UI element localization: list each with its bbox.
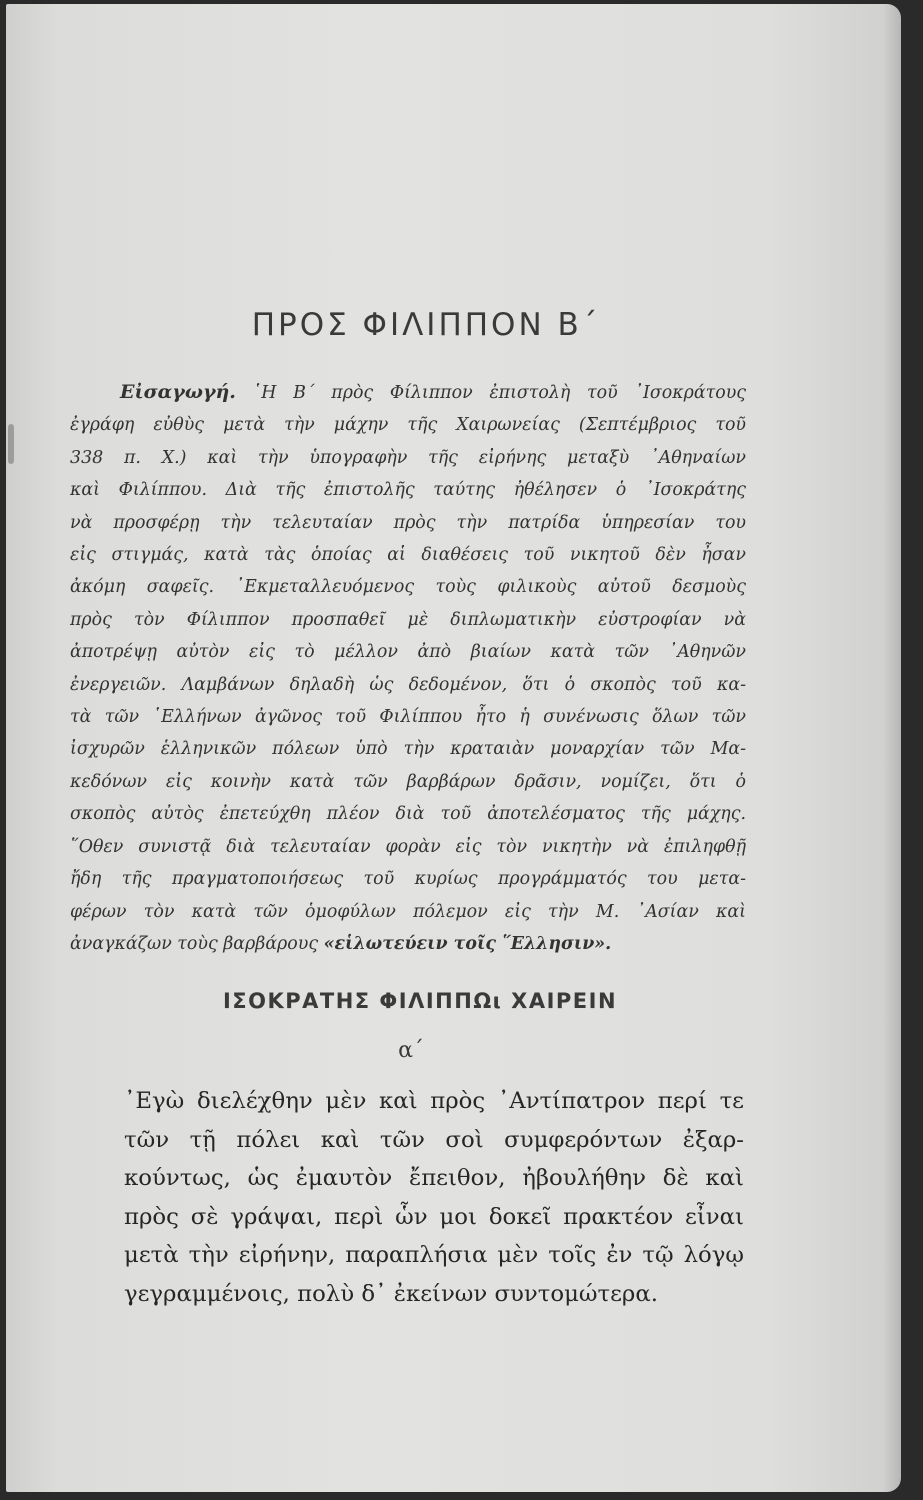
- intro-line: ἀποτρέψῃ αὐτὸν εἰς τὸ μέλλον ἀπὸ βιαίων κατὰ τῶν ᾿Αθηνῶν: [70, 642, 746, 663]
- intro-line: ἰσχυρῶν ἑλληνικῶν πόλεων ὑπὸ τὴν κραταιὰν μοναρχίαν τῶν Μα-: [70, 739, 746, 760]
- intro-line: σκοπὸς αὐτὸς ἐπετεύχθη πλέον διὰ τοῦ ἀποτελέσματος τῆς μάχης.: [70, 804, 746, 825]
- page-edge-shadow: [883, 4, 901, 1492]
- intro-quote: «εἱλωτεύειν τοῖς ῞Ελλησιν».: [323, 933, 612, 954]
- intro-line: καὶ Φιλίππου. Διὰ τῆς ἐπιστολῆς ταύτης ἠθέλησεν ὁ ᾿Ισοκράτης: [70, 480, 746, 501]
- ink-smudge: [8, 424, 14, 464]
- intro-lead-word: Εἰσαγωγή.: [120, 381, 236, 403]
- intro-line: ῞Οθεν συνιστᾷ διὰ τελευταίαν φορὰν εἰς τὸν νικητὴν νὰ ἐπιληφθῇ: [70, 836, 746, 857]
- introduction-paragraph: [70, 376, 746, 960]
- intro-line: 338 π. Χ.) καὶ τὴν ὑπογραφὴν τῆς εἰρήνης μεταξὺ ᾿Αθηναίων: [70, 447, 746, 468]
- intro-line: νὰ προσφέρῃ τὴν τελευταίαν πρὸς τὴν πατρίδα ὑπηρεσίαν του: [70, 512, 746, 533]
- book-page: [6, 4, 901, 1492]
- section-number: α΄: [398, 1038, 424, 1063]
- intro-line: Εἰσαγωγή. ῾Η Β΄ πρὸς Φίλιππον ἐπιστολὴ τοῦ ᾿Ισοκράτους: [70, 376, 746, 409]
- main-line: κούντως, ὡς ἐμαυτὸν ἔπειθον, ἠβουλήθην δὲ καὶ: [124, 1165, 744, 1192]
- intro-line: πρὸς τὸν Φίλιππον προσπαθεῖ μὲ διπλωματικὴν εὐστροφίαν νὰ: [70, 609, 746, 630]
- main-line: τῶν τῇ πόλει καὶ τῶν σοὶ συμφερόντων ἐξαρ-: [124, 1126, 744, 1153]
- intro-line: ἤδη τῆς πραγματοποιήσεως τοῦ κυρίως προγράμματός του μετα-: [70, 869, 746, 890]
- main-line: μετὰ τὴν εἰρήνην, παραπλήσια μὲν τοῖς ἐν τῷ λόγῳ: [124, 1242, 744, 1269]
- intro-line: ἐνεργειῶν. Λαμβάνων δηλαδὴ ὡς δεδομένον, ὅτι ὁ σκοπὸς τοῦ κα-: [70, 674, 746, 695]
- letter-heading: ΙΣΟΚΡΑΤΗΣ ΦΙΛΙΠΠΩι ΧΑΙΡΕΙΝ: [222, 989, 618, 1013]
- intro-line: ἀκόμη σαφεῖς. ᾿Εκμεταλλευόμενος τοὺς φιλικοὺς αὐτοῦ δεσμοὺς: [70, 577, 746, 598]
- main-line: ᾿Εγὼ διελέχθην μὲν καὶ πρὸς ᾿Αντίπατρον περί τε: [124, 1088, 744, 1114]
- intro-line: εἰς στιγμάς, κατὰ τὰς ὁποίας αἱ διαθέσεις τοῦ νικητοῦ δὲν ἦσαν: [70, 545, 746, 566]
- page-title: ΠΡΟΣ ΦΙΛΙΠΠΟΝ Β΄: [251, 307, 601, 343]
- main-line: πρὸς σὲ γράψαι, περὶ ὧν μοι δοκεῖ πρακτέον εἶναι: [124, 1203, 744, 1230]
- intro-line: τὰ τῶν ῾Ελλήνων ἀγῶνος τοῦ Φιλίππου ἦτο ἡ συνένωσις ὅλων τῶν: [70, 707, 746, 728]
- intro-line: κεδόνων εἰς κοινὴν κατὰ τῶν βαρβάρων δρᾶσιν, νομίζει, ὅτι ὁ: [70, 771, 746, 792]
- main-line: γεγραμμένοις, πολὺ δ᾿ ἐκείνων συντομώτερα.: [124, 1280, 658, 1307]
- intro-line: ἐγράφη εὐθὺς μετὰ τὴν μάχην τῆς Χαιρωνείας (Σεπτέμβριος τοῦ: [70, 415, 746, 436]
- intro-line: φέρων τὸν κατὰ τῶν ὁμοφύλων πόλεμον εἰς τὴν Μ. ᾿Ασίαν καὶ: [70, 901, 746, 922]
- intro-last-line: ἀναγκάζων τοὺς βαρβάρους «εἱλωτεύειν τοῖς ῞Ελλησιν».: [70, 933, 612, 954]
- main-text-paragraph: [124, 1082, 744, 1314]
